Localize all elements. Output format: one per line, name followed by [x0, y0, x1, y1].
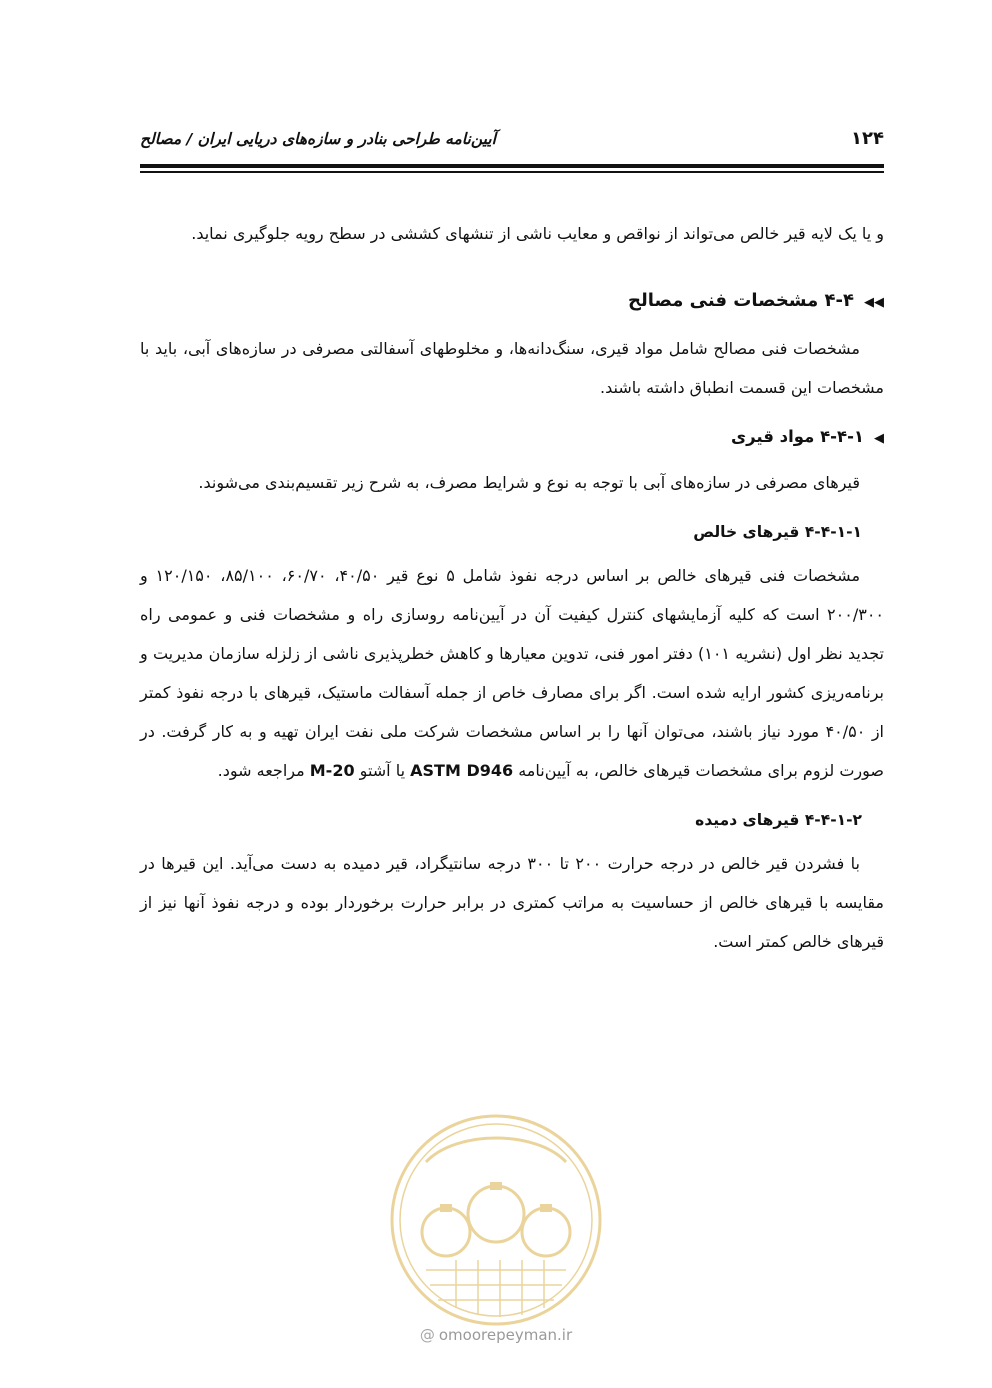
- page-body: [140, 214, 884, 961]
- section-heading-text: ۴-۴ مشخصات فنی مصالح: [628, 290, 854, 311]
- watermark-site-text: omoorepeyman.ir: [438, 1326, 573, 1344]
- at-icon: @: [419, 1326, 435, 1344]
- sub1-paragraph: [140, 556, 884, 790]
- sub1-connector: یا آشتو: [359, 761, 406, 780]
- intro-paragraph: و یا یک لایه قیر خالص می‌تواند از نواقص و معایب ناشی از تنشهای کششی در سطح رویه جلوگیری نماید.: [191, 224, 884, 243]
- header-rule-thick: [140, 164, 884, 168]
- aashto-code: M-20: [309, 761, 355, 780]
- section-heading: [140, 285, 884, 319]
- double-arrow-icon: ◀◀: [864, 295, 884, 310]
- sub2-heading: ۴-۴-۱-۲ قیرهای دمیده: [695, 811, 862, 829]
- astm-code: ASTM D946: [410, 761, 514, 780]
- page-number: ۱۲۴: [851, 128, 884, 149]
- running-title: آیین‌نامه طراحی بنادر و سازه‌های دریایی ایران / مصالح: [140, 130, 496, 148]
- watermark-site: [0, 1326, 992, 1344]
- sub1-heading: ۴-۴-۱-۱ قیرهای خالص: [693, 523, 862, 541]
- subsection-heading-text: ۴-۴-۱ مواد قیری: [730, 427, 864, 446]
- subsection-heading: [140, 421, 884, 455]
- arrow-icon: ◀: [874, 431, 884, 446]
- section-paragraph: مشخصات فنی مصالح شامل مواد قیری، سنگ‌دانه‌ها، و مخلوطهای آسفالتی مصرفی در سازه‌های آبی، باید با مشخصات این قسمت انطباق داشته باشند.: [140, 339, 884, 397]
- sub2-paragraph: با فشردن قیر خالص در درجه حرارت ۲۰۰ تا ۳۰۰ درجه سانتیگراد، قیر دمیده به دست می‌آید. این قیرها در مقایسه با قیرهای خالص از حساسیت به مراتب کمتری در برابر حرارت برخوردار بوده و درجه نفوذ آنها نیز از قیرهای خالص کمتر است.: [140, 854, 884, 951]
- page-header: [140, 128, 884, 158]
- sub1-paragraph-text: مشخصات فنی قیرهای خالص بر اساس درجه نفوذ شامل ۵ نوع قیر ۴۰/۵۰، ۶۰/۷۰، ۸۵/۱۰۰، ۱۲۰/۱۵۰ و ۲۰۰/۳۰۰ است که کلیه آزمایشهای کنترل کیفیت آن در آیین‌نامه روسازی راه و مشخصات فنی و عمومی راه تجدید نظر اول (نشریه ۱۰۱) دفتر امور فنی، تدوین معیارها و کاهش خطرپذیری ناشی از زلزله سازمان مدیریت و برنامه‌ریزی کشور ارایه شده است. اگر برای مصارف خاص از جمله آسفالت ماستیک، قیرهای با درجه نفوذ کمتر از ۴۰/۵۰ مورد نیاز باشند، می‌توان آنها را بر اساس مشخصات شرکت ملی نفت ایران تهیه و به کار گرفت. در صورت لزوم برای مشخصات قیرهای خالص، به آیین‌نامه: [140, 566, 885, 780]
- sub1-end: مراجعه شود.: [217, 761, 305, 780]
- watermark-seal-icon: [386, 1110, 606, 1330]
- subsection-paragraph: قیرهای مصرفی در سازه‌های آبی با توجه به نوع و شرایط مصرف، به شرح زیر تقسیم‌بندی می‌شوند.: [198, 473, 860, 492]
- header-rule-thin: [140, 171, 884, 173]
